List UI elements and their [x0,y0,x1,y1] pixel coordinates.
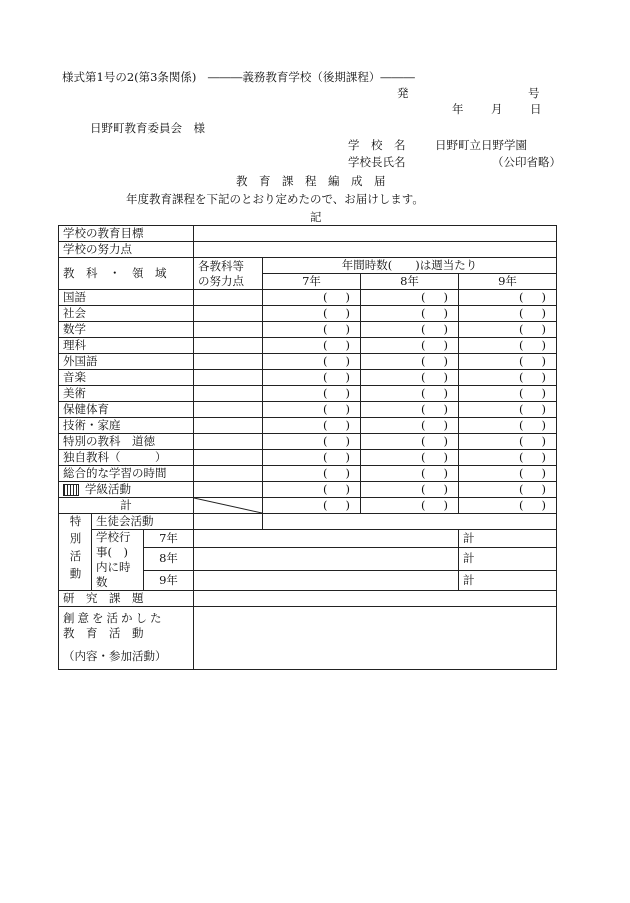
special-activities-label: 特別活動 [59,514,92,591]
form-number-line: 様式第1号の2(第3条関係) ―――義務教育学校（後期課程）――― [62,70,415,84]
event-total-9[interactable]: 計 [459,571,557,591]
student-council-blank [263,514,361,530]
subject-hours-field[interactable]: ( ) [263,370,361,386]
subject-effort-field[interactable] [194,322,263,338]
subject-hours-field[interactable]: ( ) [361,290,459,306]
effort-field[interactable] [194,242,557,258]
subject-hours-field[interactable]: ( ) [263,290,361,306]
event-field-8[interactable] [194,547,459,570]
subject-row [59,450,557,466]
research-label: 研 究 課 題 [59,591,194,607]
subject-name: 学級活動 [59,482,194,498]
subject-row [59,386,557,402]
subject-hours-field[interactable]: ( ) [263,386,361,402]
date-year: 年 [452,102,464,116]
subject-row [59,482,557,498]
total-diagonal-cell [194,498,263,514]
subject-effort-field[interactable] [194,482,263,498]
student-council-blank-2 [361,514,557,530]
subject-header: 教 科 ・ 領 域 [59,258,194,290]
school-name-label: 学 校 名 [348,138,406,152]
total-hours-8[interactable]: ( ) [361,498,459,514]
student-council-field[interactable] [194,514,263,530]
subject-effort-field[interactable] [194,418,263,434]
creative-field[interactable] [194,607,557,670]
subject-name: 理科 [59,338,194,354]
document-title: 教 育 課 程 編 成 届 [236,174,386,188]
subject-hours-field[interactable]: ( ) [459,290,557,306]
subject-effort-field[interactable] [194,402,263,418]
total-label: 計 [59,498,194,514]
event-field-7[interactable] [194,530,459,548]
school-name-value: 日野町立日野学園 [435,138,527,152]
subject-effort-field[interactable] [194,338,263,354]
ki-mark: 記 [310,210,322,224]
grade-header-9: 9年 [459,274,557,290]
date-day: 日 [530,102,542,116]
subject-row [59,290,557,306]
goal-field[interactable] [194,226,557,242]
subject-hours-field[interactable]: ( ) [459,434,557,450]
goal-label: 学校の教育目標 [59,226,194,242]
subject-effort-field[interactable] [194,306,263,322]
date-month: 月 [491,102,503,116]
research-field[interactable] [194,591,557,607]
subject-hours-field[interactable]: ( ) [459,370,557,386]
subject-effort-field[interactable] [194,386,263,402]
event-grade-7: 7年 [144,530,194,548]
intro-text: 年度教育課程を下記のとおり定めたので、お届けします。 [126,192,424,206]
subject-name: 外国語 [59,354,194,370]
subject-name: 社会 [59,306,194,322]
subject-hours-field[interactable]: ( ) [459,466,557,482]
student-council-label: 生徒会活動 [92,514,194,530]
subject-name: 美術 [59,386,194,402]
subject-row [59,466,557,482]
subject-hours-field[interactable]: ( ) [459,338,557,354]
subject-hours-field[interactable]: ( ) [459,306,557,322]
subject-hours-field[interactable]: ( ) [263,322,361,338]
subject-row [59,322,557,338]
subject-hours-field[interactable]: ( ) [459,450,557,466]
addressee: 日野町教育委員会 様 [90,121,205,135]
subject-hours-field[interactable]: ( ) [459,482,557,498]
subject-hours-field[interactable]: ( ) [361,338,459,354]
subject-hours-field[interactable]: ( ) [361,354,459,370]
subject-effort-field[interactable] [194,434,263,450]
hatched-mark-icon [63,484,79,496]
subject-hours-field[interactable]: ( ) [361,402,459,418]
issue-hatsu: 発 [397,86,409,100]
seal-note: （公印省略） [492,155,561,169]
subject-effort-field[interactable] [194,450,263,466]
subject-hours-field[interactable]: ( ) [361,306,459,322]
subject-effort-field[interactable] [194,354,263,370]
event-grade-9: 9年 [144,571,194,591]
subject-hours-field[interactable]: ( ) [263,482,361,498]
subject-row [59,338,557,354]
subject-hours-field[interactable]: ( ) [361,466,459,482]
subject-hours-field[interactable]: ( ) [361,450,459,466]
subject-row [59,434,557,450]
subject-hours-field[interactable]: ( ) [361,322,459,338]
event-total-7[interactable]: 計 [459,530,557,548]
event-field-9[interactable] [194,571,459,591]
subject-name: 独自教科（ ） [59,450,194,466]
subject-name: 保健体育 [59,402,194,418]
subject-hours-field[interactable]: ( ) [263,418,361,434]
subject-hours-field[interactable]: ( ) [263,402,361,418]
curriculum-form-table [58,225,557,670]
subject-name: 総合的な学習の時間 [59,466,194,482]
subject-hours-field[interactable]: ( ) [361,386,459,402]
effort-label: 学校の努力点 [59,242,194,258]
total-hours-7[interactable]: ( ) [263,498,361,514]
subject-effort-field[interactable] [194,370,263,386]
subject-row [59,306,557,322]
subject-hours-field[interactable]: ( ) [263,450,361,466]
subject-row [59,354,557,370]
subject-effort-field[interactable] [194,290,263,306]
subject-hours-field[interactable]: ( ) [263,306,361,322]
hours-header: 年間時数( )は週当たり [263,258,557,274]
total-hours-9[interactable]: ( ) [459,498,557,514]
creative-label: 創意を活かした 教 育 活 動 （内容・参加活動） [59,607,194,670]
subject-hours-field[interactable]: ( ) [361,418,459,434]
grade-header-7: 7年 [263,274,361,290]
grade-header-8: 8年 [361,274,459,290]
subject-name: 特別の教科 道徳 [59,434,194,450]
subject-hours-field[interactable]: ( ) [459,354,557,370]
school-events-label: 学校行事( )内に時数 [92,530,144,591]
subject-hours-field[interactable]: ( ) [263,434,361,450]
subject-hours-field[interactable]: ( ) [361,482,459,498]
subject-name: 技術・家庭 [59,418,194,434]
subject-name: 音楽 [59,370,194,386]
subject-hours-field[interactable]: ( ) [263,466,361,482]
subject-hours-field[interactable]: ( ) [459,322,557,338]
subject-hours-field[interactable]: ( ) [263,338,361,354]
issue-go: 号 [528,86,540,100]
subject-hours-field[interactable]: ( ) [263,354,361,370]
subject-row [59,418,557,434]
subject-hours-field[interactable]: ( ) [459,418,557,434]
subject-effort-field[interactable] [194,466,263,482]
subject-name: 国語 [59,290,194,306]
subject-hours-field[interactable]: ( ) [361,370,459,386]
subject-name: 数学 [59,322,194,338]
subject-hours-field[interactable]: ( ) [459,386,557,402]
subject-effort-header: 各教科等 の努力点 [194,258,263,290]
subject-row [59,402,557,418]
event-total-8[interactable]: 計 [459,547,557,570]
subject-hours-field[interactable]: ( ) [361,434,459,450]
subject-hours-field[interactable]: ( ) [459,402,557,418]
subject-row [59,370,557,386]
principal-name-label: 学校長氏名 [348,155,406,169]
event-grade-8: 8年 [144,547,194,570]
